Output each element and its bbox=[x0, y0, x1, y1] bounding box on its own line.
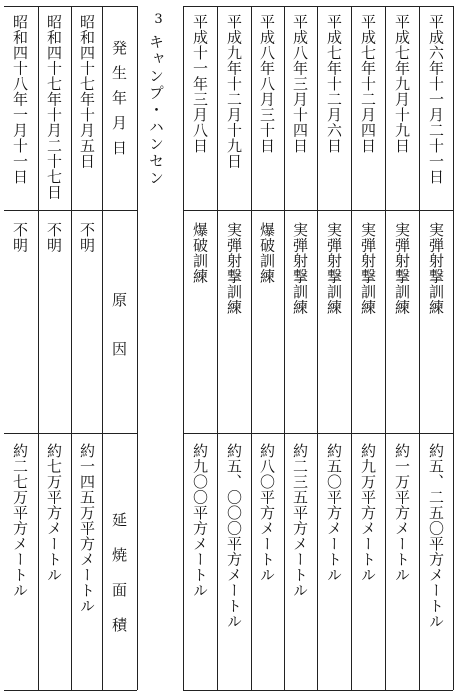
table-1-rule bbox=[183, 210, 453, 211]
table-2-area-cell: 約二七万平方メートル bbox=[11, 443, 29, 598]
table-1-border bbox=[183, 6, 184, 690]
table-2-date-cell: 昭和四十八年一月十一日 bbox=[11, 14, 29, 185]
table-2-header-divider bbox=[102, 6, 103, 690]
table-1-border bbox=[453, 6, 454, 690]
table-2-header-area: 延焼面積 bbox=[110, 512, 128, 652]
table-2-cause-cell: 不明 bbox=[45, 222, 63, 253]
table-1-cause-cell: 実弾射撃訓練 bbox=[359, 222, 377, 315]
section-number: 3 bbox=[151, 12, 166, 28]
table-1-area-cell: 約五〇平方メートル bbox=[325, 443, 343, 583]
table-1-cause-cell: 実弾射撃訓練 bbox=[393, 222, 411, 315]
table-1-column-divider bbox=[217, 6, 218, 690]
table-1-date-cell: 平成六年十一月二十一日 bbox=[427, 14, 445, 185]
table-1-cause-cell: 爆破訓練 bbox=[191, 222, 209, 284]
table-2-area-cell: 約一四五万平方メートル bbox=[78, 443, 96, 614]
table-2-bottom-rule bbox=[4, 690, 137, 691]
table-1-column-divider bbox=[419, 6, 420, 690]
table-1-area-cell: 約八〇平方メートル bbox=[258, 443, 276, 583]
table-1-date-cell: 平成八年八月三十日 bbox=[258, 14, 276, 154]
table-2-header-date: 発生年月日 bbox=[110, 40, 128, 165]
table-1-column-divider bbox=[385, 6, 386, 690]
table-2-border bbox=[137, 6, 138, 690]
table-2-date-cell: 昭和四十七年十月五日 bbox=[78, 14, 96, 169]
table-2-cause-cell: 不明 bbox=[78, 222, 96, 253]
table-1-date-cell: 平成八年三月十四日 bbox=[291, 14, 309, 154]
table-1-column-divider bbox=[251, 6, 252, 690]
table-1-cause-cell: 爆破訓練 bbox=[258, 222, 276, 284]
table-2-column-divider bbox=[38, 6, 39, 690]
table-1-column-divider bbox=[351, 6, 352, 690]
table-2-column-divider bbox=[71, 6, 72, 690]
table-1-date-cell: 平成十一年三月八日 bbox=[191, 14, 209, 154]
table-1-date-cell: 平成九年十二月十九日 bbox=[225, 14, 243, 169]
table-1-top-rule bbox=[183, 6, 453, 7]
table-1-column-divider bbox=[284, 6, 285, 690]
table-2-date-cell: 昭和四十七年十月二十七日 bbox=[45, 14, 63, 200]
table-1-column-divider bbox=[317, 6, 318, 690]
table-1-date-cell: 平成七年十二月六日 bbox=[325, 14, 343, 154]
table-1-area-cell: 約一万平方メートル bbox=[393, 443, 411, 583]
table-2-header-cause: 原因 bbox=[110, 292, 128, 390]
table-2-cause-cell: 不明 bbox=[11, 222, 29, 253]
table-1-area-cell: 約二三五平方メートル bbox=[291, 443, 309, 598]
table-1-area-cell: 約九〇〇平方メートル bbox=[191, 443, 209, 598]
table-1-date-cell: 平成七年十二月四日 bbox=[359, 14, 377, 154]
table-1-cause-cell: 実弾射撃訓練 bbox=[225, 222, 243, 315]
table-1-cause-cell: 実弾射撃訓練 bbox=[291, 222, 309, 315]
table-1-bottom-rule bbox=[183, 690, 453, 691]
table-1-date-cell: 平成七年九月十九日 bbox=[393, 14, 411, 154]
table-1-cause-cell: 実弾射撃訓練 bbox=[325, 222, 343, 315]
table-1-area-cell: 約五、〇〇〇平方メートル bbox=[225, 443, 243, 629]
table-1-area-cell: 約五、二五〇平方メートル bbox=[427, 443, 445, 629]
table-2-area-cell: 約七万平方メートル bbox=[45, 443, 63, 583]
table-1-cause-cell: 実弾射撃訓練 bbox=[427, 222, 445, 315]
table-1-rule bbox=[183, 433, 453, 434]
section-title: キャンプ・ハンセン bbox=[147, 34, 165, 187]
table-1-area-cell: 約九万平方メートル bbox=[359, 443, 377, 583]
